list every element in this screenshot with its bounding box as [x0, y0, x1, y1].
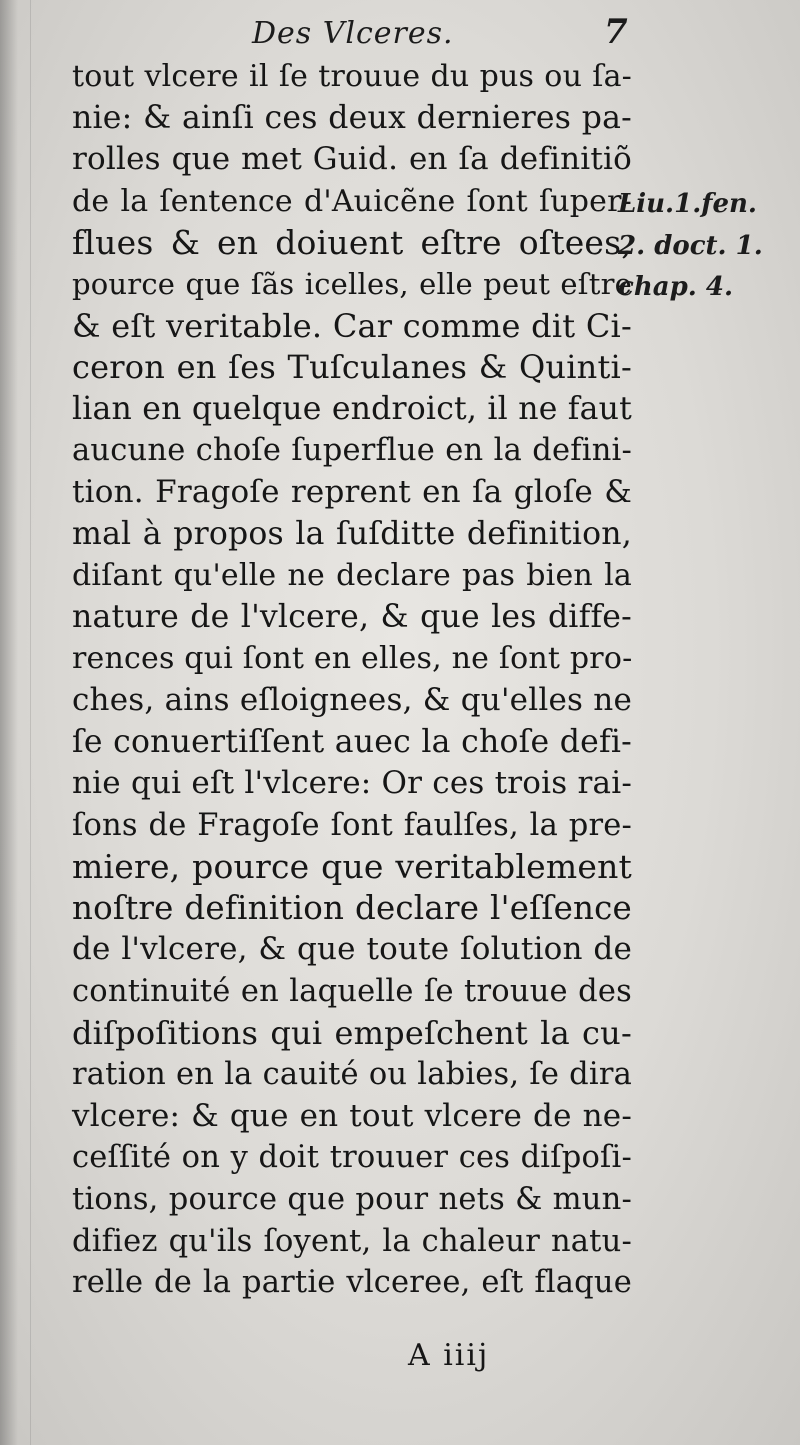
text-line: nie: & ainſi ces deux dernieres pa-: [72, 99, 632, 136]
text-line: lian en quelque endroict, il ne faut: [72, 390, 632, 427]
page-fold: [30, 0, 31, 1445]
text-line: diſpoſitions qui empeſchent la cu-: [72, 1013, 632, 1052]
signature-mark: A iiij: [408, 1338, 490, 1373]
page-header: [0, 14, 800, 54]
text-line: ceſſité on y doit trouuer ces diſpoſi-: [72, 1140, 632, 1176]
text-line: tions, pource que pour nets & mun-: [72, 1182, 632, 1218]
text-line: ſons de Fragoſe ſont faulſes, la pre-: [72, 807, 632, 843]
text-line: tout vlcere il ſe trouue du pus ou ſa-: [72, 59, 632, 94]
page-number: 7: [604, 12, 628, 52]
text-line: diſant qu'elle ne declare pas bien la: [72, 558, 632, 594]
text-line: miere, pource que veritablement: [72, 847, 632, 887]
text-line: mal à propos la ſuſditte definition,: [72, 515, 632, 552]
text-line: difiez qu'ils ſoyent, la chaleur natu-: [72, 1223, 632, 1259]
text-line: aucune choſe ſuperflue en la defini-: [72, 433, 632, 469]
text-line: pource que ſãs icelles, elle peut eſtre: [72, 266, 632, 301]
text-line: de l'vlcere, & que toute ſolution de: [72, 931, 632, 968]
text-line: relle de la partie vlceree, eſt flaque: [72, 1265, 632, 1301]
text-line: vlcere: & que en tout vlcere de ne-: [72, 1097, 632, 1134]
text-line: ceron en ſes Tuſculanes & Quinti-: [72, 348, 632, 387]
margin-note-line: Liu.1.fen.: [618, 189, 757, 219]
text-line: de la ſentence d'Auicẽne ſont ſuper-: [72, 183, 632, 219]
text-line: flues & en doiuent eſtre oſtees,: [72, 223, 632, 263]
text-line: rences qui ſont en elles, ne ſont pro-: [72, 641, 633, 677]
text-line: ration en la cauité ou labies, ſe dira: [72, 1057, 632, 1093]
page-edge-shadow: [0, 0, 18, 1445]
text-line: nie qui eſt l'vlcere: Or ces trois rai-: [72, 765, 632, 802]
text-line: tion. Fragoſe reprent en ſa gloſe &: [72, 473, 632, 510]
text-line: rolles que met Guid. en ſa definitiõ: [72, 141, 632, 178]
text-line: continuité en laquelle ſe trouue des: [72, 974, 632, 1010]
text-line: nature de l'vlcere, & que les diffe-: [72, 598, 632, 635]
text-line: ches, ains eſloignees, & qu'elles ne: [72, 681, 632, 718]
text-line: ſe conuertiſſent auec la choſe defi-: [72, 723, 632, 760]
margin-note-line: 2. doct. 1.: [618, 230, 763, 261]
margin-note: [618, 184, 798, 309]
text-line: & eſt veritable. Car comme dit Ci-: [72, 306, 632, 345]
margin-note-line: chap. 4.: [618, 272, 734, 303]
body-text: [72, 56, 632, 1304]
running-head: Des Vlceres.: [252, 16, 454, 51]
text-line: noſtre definition declare l'eſſence: [72, 888, 632, 927]
